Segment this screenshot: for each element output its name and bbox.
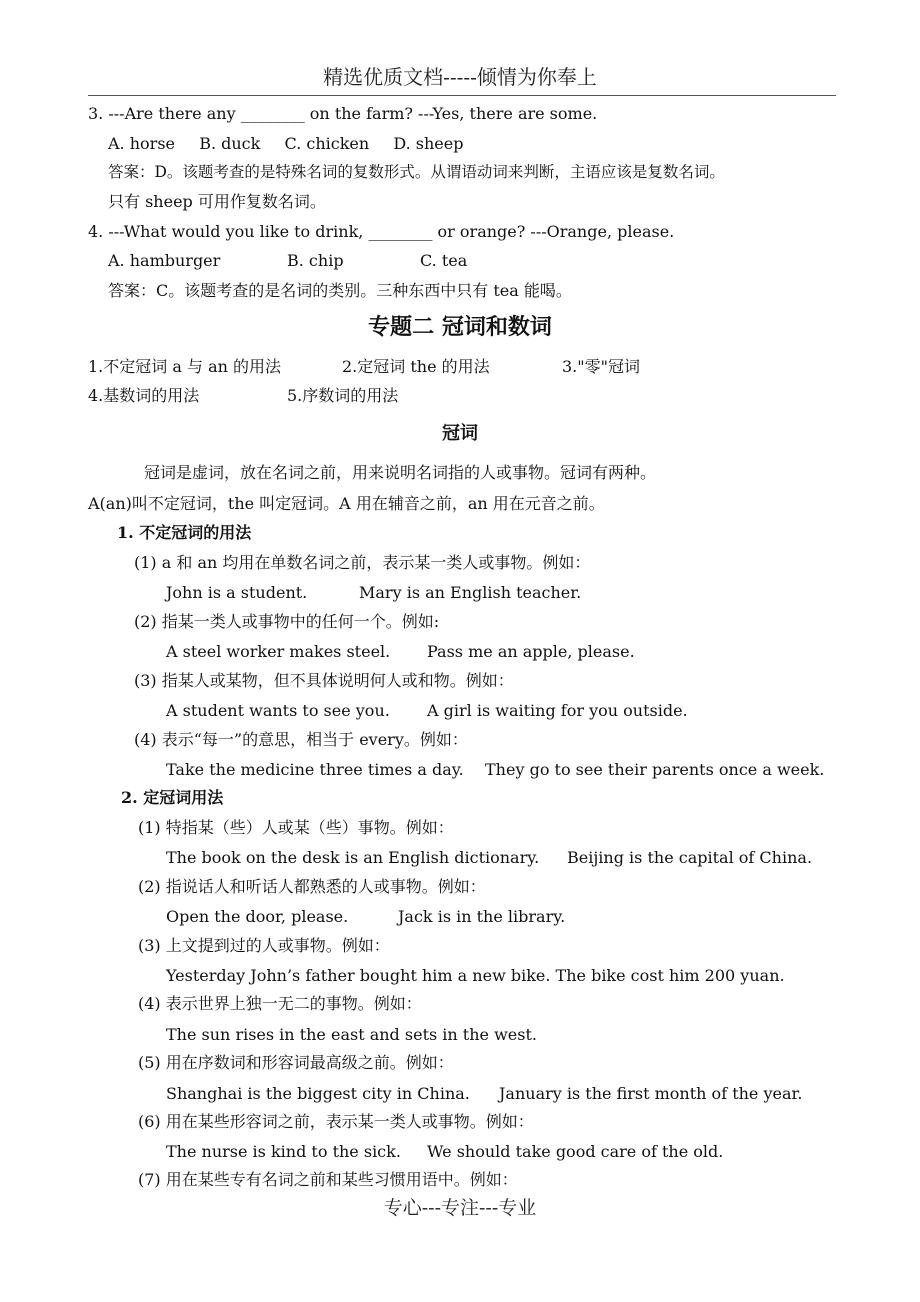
- page-header: 精选优质文档-----倾情为你奉上: [323, 65, 597, 89]
- article-intro-1: 冠词是虚词，放在名词之前，用来说明名词指的人或事物。冠词有两种。: [144, 463, 657, 482]
- s2-rule-5: (5) 用在序数词和形容词最高级之前。例如：: [138, 1053, 454, 1072]
- header-divider: [88, 95, 836, 96]
- s2-rule-6-example-1: The nurse is kind to the sick.: [166, 1142, 401, 1161]
- q3-option-c: C. chicken: [284, 134, 370, 153]
- s2-rule-2-example-2: Jack is in the library.: [398, 907, 566, 926]
- s2-rule-6-example-2: We should take good care of the old.: [427, 1142, 724, 1161]
- topic-title: 专题二 冠词和数词: [368, 314, 552, 340]
- s1-rule-2-example-1: A steel worker makes steel.: [166, 642, 391, 661]
- s2-rule-5-example-1: Shanghai is the biggest city in China.: [166, 1084, 470, 1103]
- q4-option-c: C. tea: [420, 251, 468, 270]
- s2-rule-3-example-1: Yesterday John’s father bought him a new bike. The bike cost him 200 yuan.: [166, 966, 785, 985]
- s2-rule-2-example-1: Open the door, please.: [166, 907, 349, 926]
- article-title: 冠词: [442, 423, 478, 444]
- article-intro-2: A(an)叫不定冠词，the 叫定冠词。A 用在辅音之前，an 用在元音之前。: [88, 494, 605, 513]
- s2-rule-2: (2) 指说话人和听话人都熟悉的人或事物。例如：: [138, 877, 486, 896]
- q4-question: 4. ---What would you like to drink, ________ or orange? ---Orange, please.: [88, 222, 675, 241]
- s2-rule-5-example-2: January is the first month of the year.: [499, 1084, 803, 1103]
- s2-rule-6: (6) 用在某些形容词之前，表示某一类人或事物。例如：: [138, 1112, 534, 1131]
- s1-rule-3: (3) 指某人或某物，但不具体说明何人或和物。例如：: [134, 671, 514, 690]
- s2-rule-1-example-1: The book on the desk is an English dictionary.: [166, 848, 540, 867]
- s1-rule-3-example-1: A student wants to see you.: [166, 701, 390, 720]
- q3-option-b: B. duck: [199, 134, 261, 153]
- s1-rule-4-example-2: They go to see their parents once a week.: [485, 760, 825, 779]
- q3-answer-line1: 答案：D。该题考查的是特殊名词的复数形式。从谓语动词来判断，主语应该是复数名词。: [108, 163, 725, 181]
- s2-rule-4: (4) 表示世界上独一无二的事物。例如：: [138, 994, 422, 1013]
- s1-rule-2: (2) 指某一类人或事物中的任何一个。例如:: [134, 612, 440, 631]
- q3-option-a: A. horse: [108, 134, 175, 153]
- topic-item-5: 5.序数词的用法: [287, 386, 399, 405]
- topic-item-1: 1.不定冠词 a 与 an 的用法: [88, 357, 281, 376]
- s2-rule-4-example-1: The sun rises in the east and sets in the west.: [166, 1025, 537, 1044]
- s1-rule-1-example-2: Mary is an English teacher.: [359, 583, 582, 602]
- topic-item-2: 2.定冠词 the 的用法: [342, 357, 490, 376]
- s1-rule-3-example-2: A girl is waiting for you outside.: [427, 701, 688, 720]
- s1-rule-1: (1) a 和 an 均用在单数名词之前，表示某一类人或事物。例如：: [134, 553, 591, 572]
- q4-option-a: A. hamburger: [108, 251, 221, 270]
- q3-options: [108, 134, 463, 154]
- q3-question: 3. ---Are there any ________ on the farm? ---Yes, there are some.: [88, 104, 598, 123]
- q4-option-b: B. chip: [287, 251, 344, 270]
- s1-rule-2-example-2: Pass me an apple, please.: [427, 642, 635, 661]
- s1-rule-4: (4) 表示“每一”的意思，相当于 every。例如：: [134, 730, 468, 749]
- topic-item-3: 3."零"冠词: [562, 357, 640, 376]
- section2-title: 2. 定冠词用法: [121, 788, 224, 807]
- q3-answer-line2: 只有 sheep 可用作复数名词。: [108, 192, 326, 211]
- s2-rule-1: (1) 特指某（些）人或某（些）事物。例如：: [138, 818, 454, 837]
- s2-rule-1-example-2: Beijing is the capital of China.: [567, 848, 813, 867]
- topic-item-4: 4.基数词的用法: [88, 386, 200, 405]
- section1-title: 1. 不定冠词的用法: [117, 523, 252, 542]
- s2-rule-3: (3) 上文提到过的人或事物。例如：: [138, 936, 390, 955]
- s1-rule-4-example-1: Take the medicine three times a day.: [166, 760, 464, 779]
- s1-rule-1-example-1: John is a student.: [166, 583, 308, 602]
- page-footer: 专心---专注---专业: [383, 1197, 537, 1219]
- q4-answer: 答案：C。该题考查的是名词的类别。三种东西中只有 tea 能喝。: [108, 281, 572, 300]
- q3-option-d: D. sheep: [393, 134, 464, 153]
- s2-rule-7: (7) 用在某些专有名词之前和某些习惯用语中。例如：: [138, 1170, 518, 1189]
